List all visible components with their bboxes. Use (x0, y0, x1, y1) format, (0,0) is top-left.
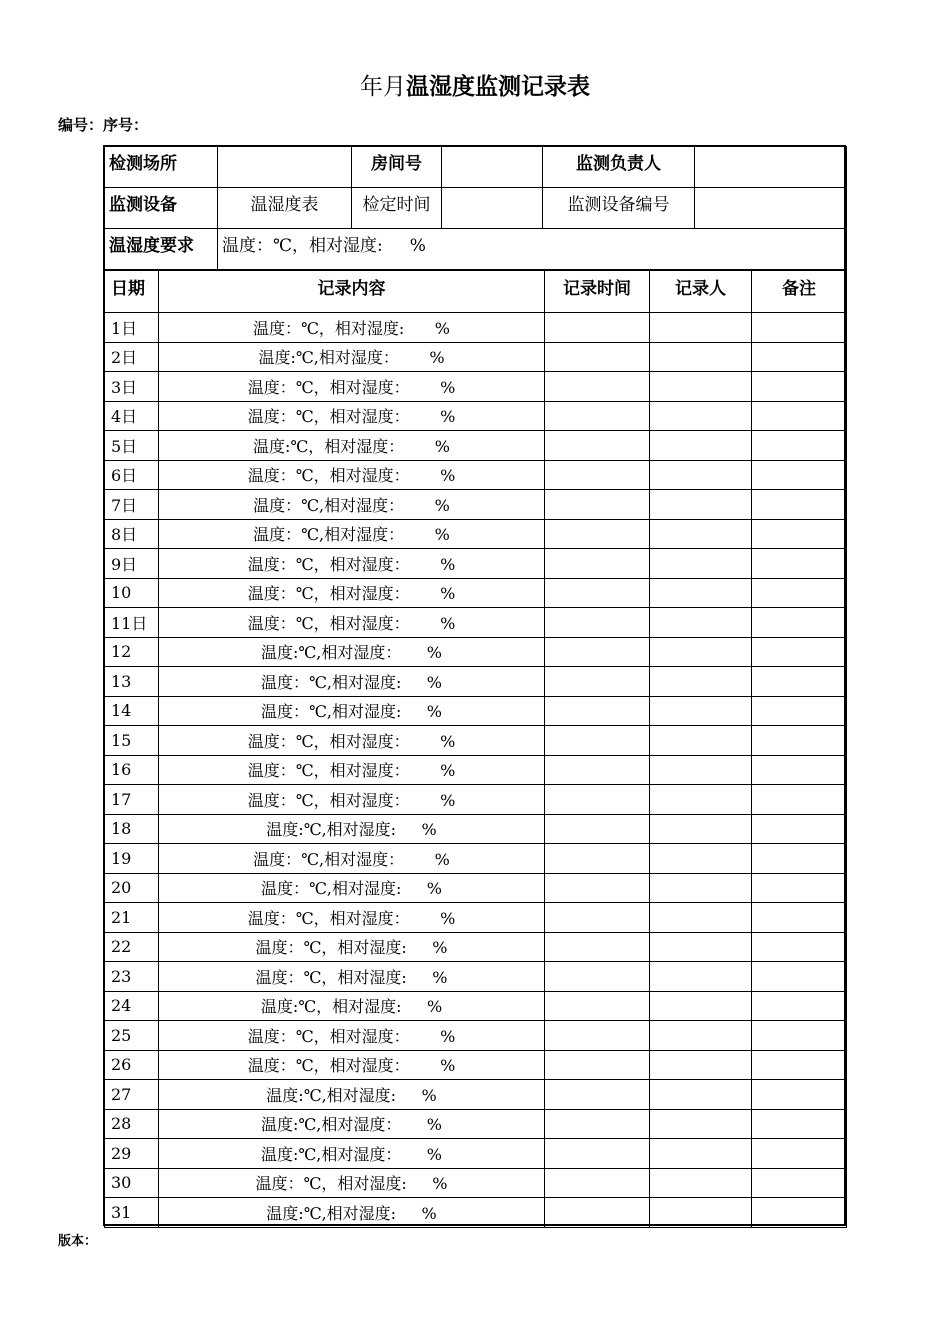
title-main: 温湿度监测记录表 (406, 73, 590, 100)
table-row (105, 1021, 847, 1051)
req-label: 温湿度要求 (105, 229, 218, 270)
date-cell: 14 (105, 696, 159, 726)
device-label: 监测设备 (105, 188, 218, 229)
recorder-cell[interactable] (650, 814, 752, 844)
content-cell: 温度:℃,相对湿度: % (159, 1080, 545, 1110)
table-row (105, 1050, 847, 1080)
remark-cell[interactable] (752, 844, 847, 874)
time-cell[interactable] (545, 932, 650, 962)
date-cell: 12 (105, 637, 159, 667)
content-cell: 温度：℃，相对湿度： % (159, 755, 545, 785)
remark-cell[interactable] (752, 814, 847, 844)
date-cell: 13 (105, 667, 159, 697)
time-cell[interactable] (545, 785, 650, 815)
recorder-cell[interactable] (650, 844, 752, 874)
table-row (105, 667, 847, 697)
date-cell: 27 (105, 1080, 159, 1110)
content-cell: 温度：℃，相对湿度： % (159, 1050, 545, 1080)
remark-cell[interactable] (752, 991, 847, 1021)
time-cell[interactable] (545, 903, 650, 933)
date-cell: 30 (105, 1168, 159, 1198)
content-cell: 温度：℃，相对湿度: % (159, 313, 545, 343)
date-cell: 11日 (105, 608, 159, 638)
remark-cell[interactable] (752, 755, 847, 785)
remark-cell[interactable] (752, 578, 847, 608)
remark-cell[interactable] (752, 932, 847, 962)
remark-cell[interactable] (752, 667, 847, 697)
time-cell[interactable] (545, 1168, 650, 1198)
date-cell: 20 (105, 873, 159, 903)
date-cell: 2日 (105, 342, 159, 372)
date-cell: 9日 (105, 549, 159, 579)
remark-cell[interactable] (752, 962, 847, 992)
page-title (0, 70, 950, 104)
calib-field[interactable] (442, 188, 543, 229)
recorder-cell[interactable] (650, 667, 752, 697)
date-cell: 25 (105, 1021, 159, 1051)
remark-cell[interactable] (752, 431, 847, 461)
device-no-field[interactable] (695, 188, 847, 229)
content-cell: 温度：℃，相对湿度： % (159, 549, 545, 579)
recorder-cell[interactable] (650, 490, 752, 520)
record-table (104, 270, 847, 1228)
col-date: 日期 (105, 271, 159, 313)
remark-cell[interactable] (752, 519, 847, 549)
recorder-cell[interactable] (650, 608, 752, 638)
table-row (105, 342, 847, 372)
content-cell: 温度：℃，相对湿度： % (159, 1021, 545, 1051)
table-row (105, 844, 847, 874)
col-content: 记录内容 (159, 271, 545, 313)
recorder-cell[interactable] (650, 313, 752, 343)
content-cell: 温度：℃，相对湿度： % (159, 460, 545, 490)
remark-cell[interactable] (752, 785, 847, 815)
table-row (105, 873, 847, 903)
date-cell: 19 (105, 844, 159, 874)
content-cell: 温度：℃，相对湿度： % (159, 372, 545, 402)
remark-cell[interactable] (752, 313, 847, 343)
content-cell: 温度：℃,相对湿度： % (159, 490, 545, 520)
content-cell: 温度:℃,相对湿度： % (159, 1139, 545, 1169)
time-cell[interactable] (545, 401, 650, 431)
date-cell: 17 (105, 785, 159, 815)
time-cell[interactable] (545, 962, 650, 992)
recorder-cell[interactable] (650, 549, 752, 579)
table-row (105, 1109, 847, 1139)
time-cell[interactable] (545, 637, 650, 667)
time-cell[interactable] (545, 549, 650, 579)
time-cell[interactable] (545, 1080, 650, 1110)
time-cell[interactable] (545, 1109, 650, 1139)
recorder-cell[interactable] (650, 1198, 752, 1228)
recorder-cell[interactable] (650, 726, 752, 756)
recorder-cell[interactable] (650, 372, 752, 402)
date-cell: 4日 (105, 401, 159, 431)
owner-field[interactable] (695, 147, 847, 188)
time-cell[interactable] (545, 1021, 650, 1051)
remark-cell[interactable] (752, 401, 847, 431)
content-cell: 温度:℃,相对湿度: % (159, 1198, 545, 1228)
content-cell: 温度：℃，相对湿度： % (159, 785, 545, 815)
header-row-site (105, 147, 847, 188)
content-cell: 温度：℃，相对湿度： % (159, 401, 545, 431)
recorder-cell[interactable] (650, 932, 752, 962)
remark-cell[interactable] (752, 873, 847, 903)
recorder-cell[interactable] (650, 903, 752, 933)
time-cell[interactable] (545, 342, 650, 372)
table-row (105, 1168, 847, 1198)
recorder-cell[interactable] (650, 1021, 752, 1051)
date-cell: 24 (105, 991, 159, 1021)
table-row (105, 578, 847, 608)
remark-cell[interactable] (752, 726, 847, 756)
remark-cell[interactable] (752, 490, 847, 520)
content-cell: 温度：℃，相对湿度： % (159, 726, 545, 756)
calib-label: 检定时间 (352, 188, 442, 229)
device-no-label: 监测设备编号 (543, 188, 695, 229)
recorder-cell[interactable] (650, 578, 752, 608)
time-cell[interactable] (545, 490, 650, 520)
table-row (105, 991, 847, 1021)
col-remark: 备注 (752, 271, 847, 313)
version-label: 版本： (58, 1234, 98, 1249)
remark-cell[interactable] (752, 637, 847, 667)
remark-cell[interactable] (752, 1021, 847, 1051)
table-row (105, 1198, 847, 1228)
table-row (105, 1080, 847, 1110)
time-cell[interactable] (545, 608, 650, 638)
remark-cell[interactable] (752, 1050, 847, 1080)
content-cell: 温度:℃，相对湿度： % (159, 431, 545, 461)
content-cell: 温度：℃,相对湿度: % (159, 696, 545, 726)
col-time: 记录时间 (545, 271, 650, 313)
time-cell[interactable] (545, 372, 650, 402)
recorder-cell[interactable] (650, 991, 752, 1021)
recorder-cell[interactable] (650, 431, 752, 461)
remark-cell[interactable] (752, 1139, 847, 1169)
date-cell: 6日 (105, 460, 159, 490)
header-row-requirement (105, 229, 847, 270)
remark-cell[interactable] (752, 1198, 847, 1228)
table-row (105, 490, 847, 520)
date-cell: 10 (105, 578, 159, 608)
time-cell[interactable] (545, 519, 650, 549)
date-cell: 7日 (105, 490, 159, 520)
remark-cell[interactable] (752, 696, 847, 726)
title-prefix: 年月 (360, 74, 406, 100)
date-cell: 29 (105, 1139, 159, 1169)
recorder-cell[interactable] (650, 342, 752, 372)
remark-cell[interactable] (752, 1080, 847, 1110)
time-cell[interactable] (545, 431, 650, 461)
time-cell[interactable] (545, 873, 650, 903)
table-row (105, 372, 847, 402)
time-cell[interactable] (545, 726, 650, 756)
date-cell: 26 (105, 1050, 159, 1080)
date-cell: 5日 (105, 431, 159, 461)
table-row (105, 696, 847, 726)
date-cell: 1日 (105, 313, 159, 343)
table-row (105, 431, 847, 461)
site-field[interactable] (218, 147, 352, 188)
content-cell: 温度：℃，相对湿度： % (159, 608, 545, 638)
content-cell: 温度：℃，相对湿度： % (159, 903, 545, 933)
room-label: 房间号 (352, 147, 442, 188)
remark-cell[interactable] (752, 1109, 847, 1139)
date-cell: 28 (105, 1109, 159, 1139)
recorder-cell[interactable] (650, 460, 752, 490)
time-cell[interactable] (545, 578, 650, 608)
content-cell: 温度：℃,相对湿度: % (159, 667, 545, 697)
date-cell: 22 (105, 932, 159, 962)
time-cell[interactable] (545, 696, 650, 726)
time-cell[interactable] (545, 814, 650, 844)
table-row (105, 962, 847, 992)
table-row (105, 608, 847, 638)
recorder-cell[interactable] (650, 1139, 752, 1169)
time-cell[interactable] (545, 667, 650, 697)
time-cell[interactable] (545, 755, 650, 785)
table-row (105, 814, 847, 844)
time-cell[interactable] (545, 1050, 650, 1080)
remark-cell[interactable] (752, 342, 847, 372)
time-cell[interactable] (545, 313, 650, 343)
content-cell: 温度：℃，相对湿度: % (159, 962, 545, 992)
date-cell: 16 (105, 755, 159, 785)
table-row (105, 903, 847, 933)
room-field[interactable] (442, 147, 543, 188)
date-cell: 18 (105, 814, 159, 844)
date-cell: 8日 (105, 519, 159, 549)
header-row-device (105, 188, 847, 229)
content-cell: 温度：℃,相对湿度： % (159, 844, 545, 874)
content-cell: 温度：℃，相对湿度: % (159, 932, 545, 962)
table-row (105, 726, 847, 756)
record-header-row (105, 271, 847, 313)
time-cell[interactable] (545, 1139, 650, 1169)
table-row (105, 519, 847, 549)
col-recorder: 记录人 (650, 271, 752, 313)
table-row (105, 401, 847, 431)
time-cell[interactable] (545, 844, 650, 874)
date-cell: 23 (105, 962, 159, 992)
content-cell: 温度:℃,相对湿度： % (159, 637, 545, 667)
date-cell: 31 (105, 1198, 159, 1228)
content-cell: 温度:℃,相对湿度： % (159, 1109, 545, 1139)
content-cell: 温度：℃，相对湿度: % (159, 1168, 545, 1198)
time-cell[interactable] (545, 460, 650, 490)
recorder-cell[interactable] (650, 1050, 752, 1080)
time-cell[interactable] (545, 991, 650, 1021)
remark-cell[interactable] (752, 372, 847, 402)
remark-cell[interactable] (752, 608, 847, 638)
content-cell: 温度:℃,相对湿度： % (159, 342, 545, 372)
recorder-cell[interactable] (650, 637, 752, 667)
content-cell: 温度：℃，相对湿度： % (159, 578, 545, 608)
time-cell[interactable] (545, 1198, 650, 1228)
recorder-cell[interactable] (650, 962, 752, 992)
recorder-cell[interactable] (650, 1080, 752, 1110)
recorder-cell[interactable] (650, 755, 752, 785)
content-cell: 温度:℃,相对湿度: % (159, 814, 545, 844)
req-value: 温度：℃，相对湿度: % (218, 229, 847, 270)
table-row (105, 313, 847, 343)
recorder-cell[interactable] (650, 696, 752, 726)
recorder-cell[interactable] (650, 785, 752, 815)
device-value: 温湿度表 (218, 188, 352, 229)
owner-label: 监测负责人 (543, 147, 695, 188)
code-serial-line: 编号：序号： (58, 116, 149, 134)
recorder-cell[interactable] (650, 873, 752, 903)
date-cell: 15 (105, 726, 159, 756)
recorder-cell[interactable] (650, 1168, 752, 1198)
table-row (105, 755, 847, 785)
table-row (105, 785, 847, 815)
date-cell: 3日 (105, 372, 159, 402)
remark-cell[interactable] (752, 460, 847, 490)
content-cell: 温度:℃，相对湿度: % (159, 991, 545, 1021)
table-row (105, 549, 847, 579)
table-row (105, 637, 847, 667)
table-row (105, 932, 847, 962)
remark-cell[interactable] (752, 903, 847, 933)
recorder-cell[interactable] (650, 1109, 752, 1139)
content-cell: 温度：℃,相对湿度： % (159, 519, 545, 549)
table-row (105, 460, 847, 490)
site-label: 检测场所 (105, 147, 218, 188)
content-cell: 温度：℃,相对湿度: % (159, 873, 545, 903)
remark-cell[interactable] (752, 1168, 847, 1198)
recorder-cell[interactable] (650, 519, 752, 549)
remark-cell[interactable] (752, 549, 847, 579)
table-row (105, 1139, 847, 1169)
recorder-cell[interactable] (650, 401, 752, 431)
header-table (104, 146, 847, 270)
date-cell: 21 (105, 903, 159, 933)
